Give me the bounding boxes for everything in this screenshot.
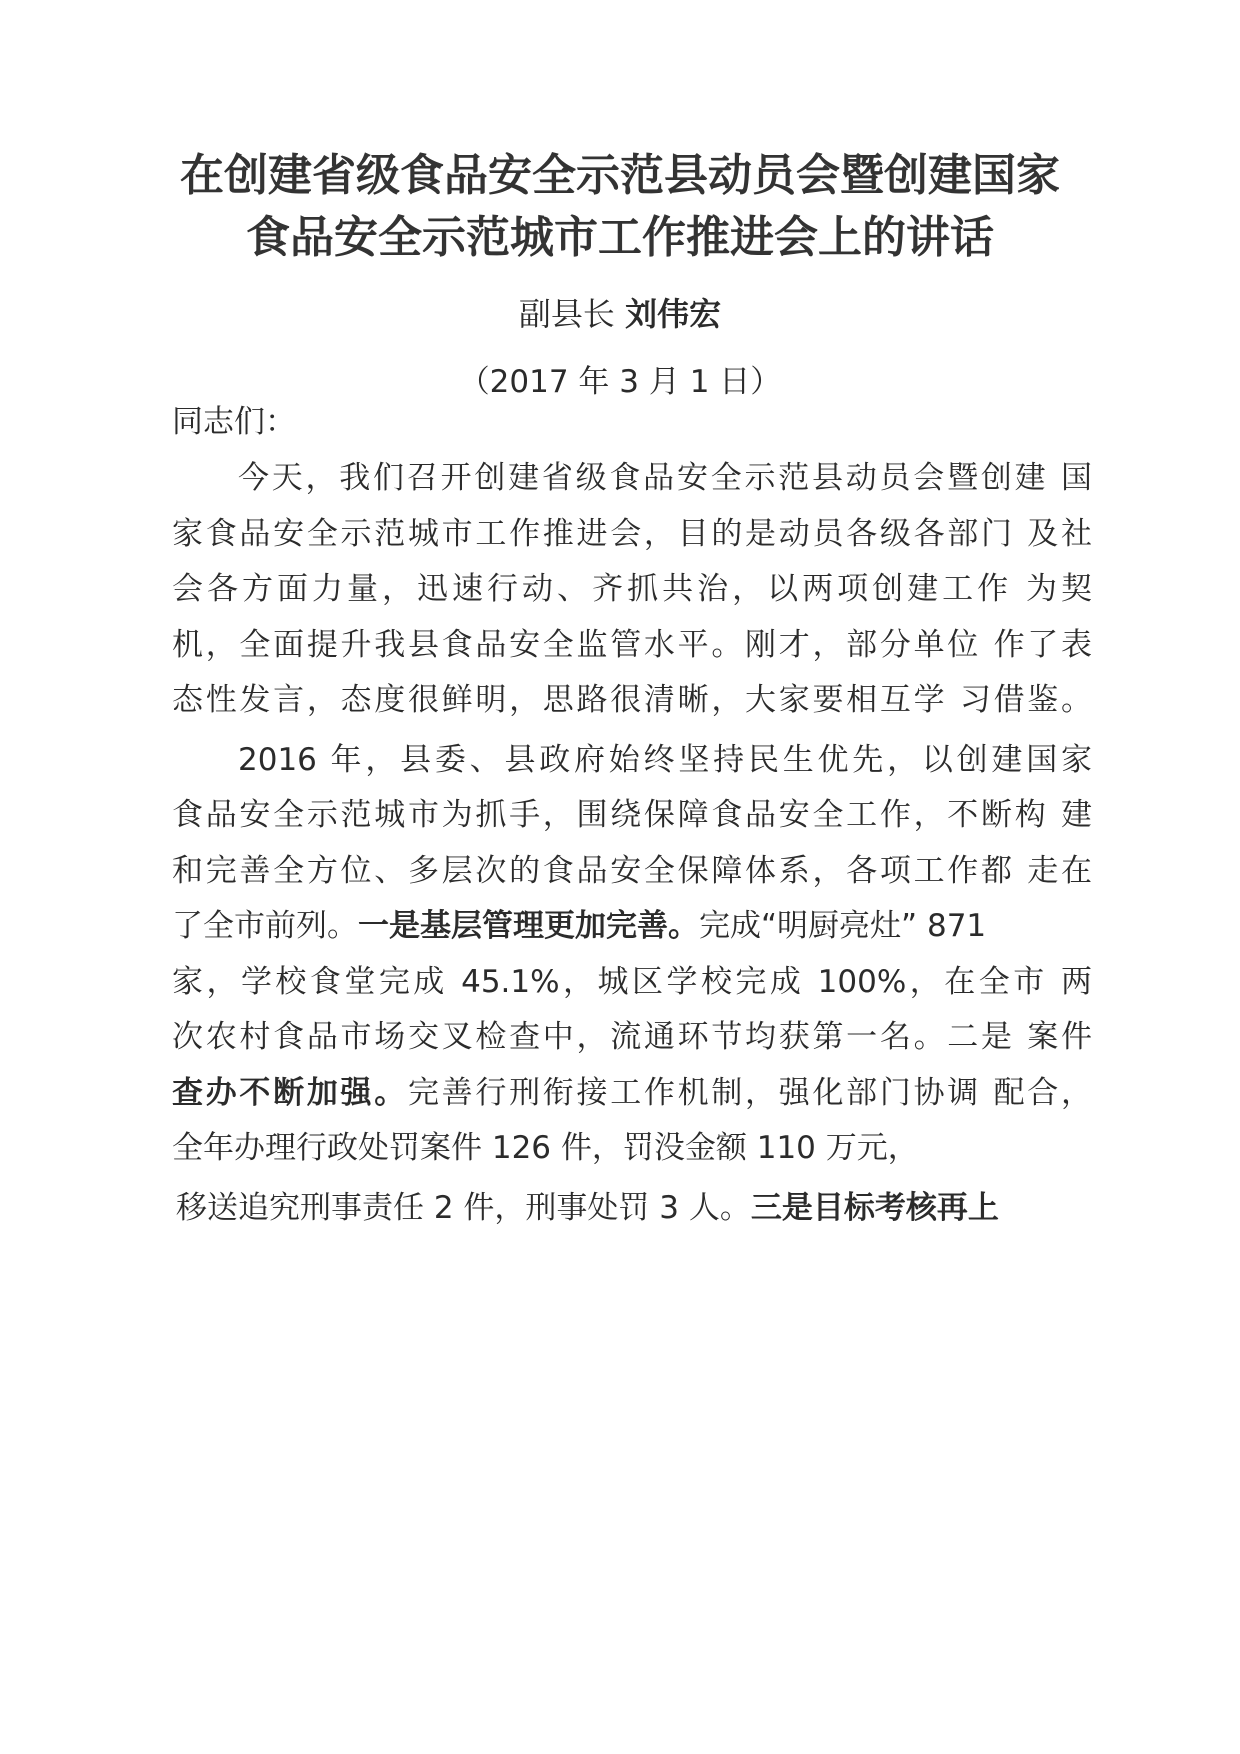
paragraph-1-line-1: 今天，我们召开创建省级食品安全示范县动员会暨创建 国	[238, 460, 1092, 496]
author-name: 刘伟宏	[625, 295, 722, 333]
paragraph-1-line-5: 态性发言，态度很鲜明，思路很清晰，大家要相互学 习借鉴。	[172, 682, 1092, 718]
paragraph-2-line-4-tail: 完成“明厨亮灶” 871	[699, 908, 987, 944]
point-two-heading: 查办不断加强。	[172, 1075, 408, 1111]
paragraph-2-line-3: 和完善全方位、多层次的食品安全保障体系，各项工作都 走在	[172, 853, 1092, 889]
paragraph-2-line-9-text: 移送追究刑事责任 2 件，刑事处罚 3 人。	[176, 1190, 751, 1226]
document-title-line-1: 在创建省级食品安全示范县动员会暨创建国家	[180, 150, 1060, 201]
document-title-line-2: 食品安全示范城市工作推进会上的讲话	[246, 212, 994, 263]
author-role: 副县长	[518, 295, 615, 333]
paragraph-2-line-4-text: 了全市前列。	[172, 908, 358, 944]
paragraph-2-line-2: 食品安全示范城市为抓手，围绕保障食品安全工作，不断构 建	[172, 797, 1092, 833]
paragraph-2-line-7-text: 完善行刑衔接工作机制，强化部门协调 配合，	[407, 1075, 1092, 1111]
paragraph-1-line-4: 机，全面提升我县食品安全监管水平。刚才，部分单位 作了表	[172, 627, 1092, 663]
paragraph-2-line-1: 2016 年，县委、县政府始终坚持民生优先，以创建国家	[238, 742, 1092, 778]
salutation: 同志们：	[172, 404, 296, 440]
point-one-heading: 一是基层管理更加完善。	[358, 908, 699, 944]
paragraph-2-line-6: 次农村食品市场交叉检查中，流通环节均获第一名。二是 案件	[172, 1019, 1092, 1055]
paragraph-2-line-7	[172, 1071, 1092, 1115]
author-line	[0, 292, 1240, 336]
speech-date: （2017 年 3 月 1 日）	[458, 364, 782, 400]
paragraph-1-line-3: 会各方面力量，迅速行动、齐抓共治，以两项创建工作 为契	[172, 571, 1092, 607]
point-three-heading: 三是目标考核再上	[750, 1190, 999, 1226]
paragraph-2-line-5: 家，学校食堂完成 45.1%，城区学校完成 100%，在全市 两	[172, 964, 1092, 1000]
paragraph-2-line-9	[176, 1186, 1096, 1230]
paragraph-2-line-8: 全年办理行政处罚案件 126 件，罚没金额 110 万元，	[172, 1130, 919, 1166]
paragraph-1-line-2: 家食品安全示范城市工作推进会，目的是动员各级各部门 及社	[172, 516, 1092, 552]
paragraph-2-line-4	[172, 904, 1012, 948]
